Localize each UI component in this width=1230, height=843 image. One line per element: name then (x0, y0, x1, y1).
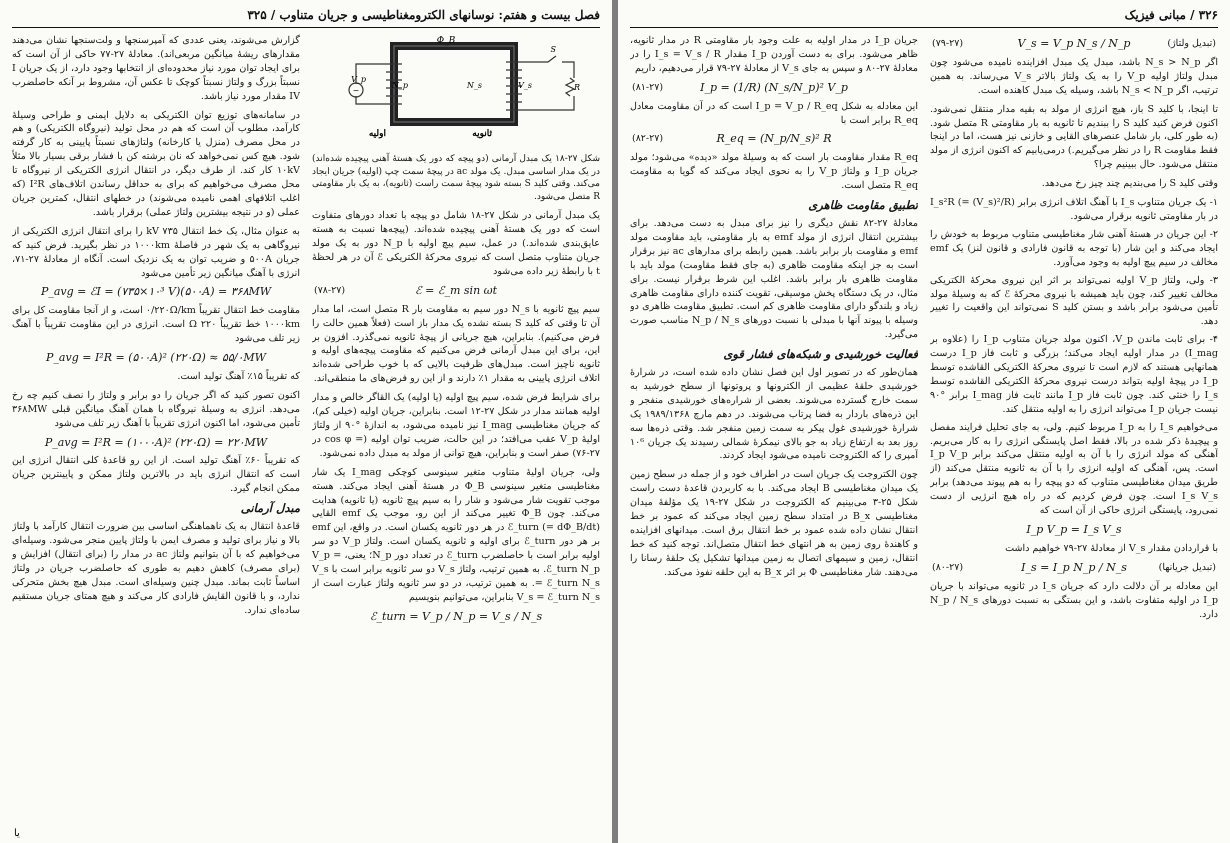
equation-turn (312, 610, 600, 624)
figure-label-s: S (550, 45, 556, 54)
equation-text: I_s = I_p N_p / N_s (1021, 560, 1127, 574)
section-heading: مبدل آرمانی (240, 501, 300, 516)
list-item: ۱- یک جریان متناوب I_s با آهنگ اتلاف انرژی برابر I_s²R (= (V_s)²/R) در بار مقاومتی ثانویه برقرار می‌شود. (930, 197, 1218, 222)
page-header (630, 6, 1218, 28)
equation-text: P_avg = I²R = (۱۰۰۰A)² (۲۲۰Ω) = ۲۲۰MW (44, 435, 268, 449)
paragraph: اکنون تصور کنید که اگر جریان را دو برابر و ولتاژ را نصف کنیم چه رخ می‌دهد. انرژی به وسیلهٔ نیروگاه با همان آهنگ میانگین قبلی ۳۶۸MW تأمین می‌شود، اما اکنون انرژی تقریباً با آهنگ زیر تلف می‌شود (12, 389, 300, 429)
equation-number: (۷۹-۲۷) (932, 38, 964, 49)
equation-number: (۸۱-۲۷) (632, 81, 664, 93)
section-heading: فعالیت خورشیدی و شبکه‌های فشار قوی (723, 347, 918, 362)
paragraph: این معادله به شکل I_p = V_p / R_eq است که در آن مقاومت معادل R_eq برابر است با (630, 100, 918, 126)
paragraph: جریان I_p در مدار اولیه به علت وجود بار مقاومتی R در مدار ثانویه، ظاهر می‌شود. برای به دست آوردن I_p مقدار I_s = V_s / R را در معادلهٔ ۲۷-۸۰ و سپس به جای V_s از معادلهٔ ۲۷-۷۹ قرار می‌دهیم، داریم (630, 35, 918, 74)
equation-text: P_avg = I²R = (۵۰۰A)² (۲۲۰Ω) ≈ ۵۵/۰MW (46, 351, 266, 365)
paragraph: می‌خواهیم I_s را به I_p مربوط کنیم. ولی، به جای تحلیل فرایند مفصل و پیچیدهٔ ذکر شده در بالا، فقط اصل پایستگی انرژی را به کار می‌بریم. آهنگی که مولد انرژی را با آن به اولیه منتقل می‌کند برابر I_p V_p است. پس، آهنگی که اولیه انرژی را با آن به ثانویه منتقل می‌کند (از طریق میدان مغناطیسی متناوب که دو پیچه را به هم پیوند می‌دهد) برابر I_s V_s است. چون فرض کردیم که در راه هیچ انرژیی از دست نمی‌رود، پایستگی انرژی حاکی از آن است که (930, 421, 1218, 517)
figure-label-np: N_p (391, 81, 408, 90)
equation-power (930, 523, 1218, 537)
list-item: ۴- برای ثابت ماندن V_p، اکنون مولد جریان متناوب I_p را (علاوه بر I_mag) در مدار اولیه ایجاد می‌کند؛ بزرگی و ثابت فاز I_p درست همانهایی هستند که لازم است تا نیروی محرکهٔ الکتریکی القاشده توسط I_p در پیچهٔ اولیه بتواند درست نیروی محرکهٔ الکتریکی القاشده توسط I_s را خنثی کند. چون ثابت فاز I_p مانند ثابت فاز I_mag برابر °۹۰ نیست جریان I_p می‌تواند انرژی را به اولیه منتقل کند. (930, 334, 1218, 415)
equation-text: I_p = (1/R) (N_s/N_p)² V_p (700, 80, 848, 94)
equation-79 (930, 37, 1218, 51)
paragraph: با قراردادن مقدار V_s از معادلهٔ ۲۷-۷۹ خواهیم داشت (1005, 542, 1218, 554)
page-header (12, 6, 600, 28)
paragraph: برای شرایط فرض شده، سیم پیچ اولیه (یا اولیه) یک القاگر خالص و مدار اولیه همانند مدار در شکل ۲۷-۱۲ است. بنابراین، جریان اولیه (خیلی کم)، که جریان مغناطیسی I_mag نیز نامیده می‌شود، به اندازهٔ °۹۰ از ولتاژ اولیهٔ V_p عقب می‌افتد؛ در این حالت، ضریب توان اولیه (= cos φ در ۲۷-۷۶) صفر است و بنابراین، هیچ توانی از مولد به مبدل داده نمی‌شود. (312, 392, 600, 459)
equation-tag: (تبدیل جریانها) (1158, 561, 1216, 573)
equation-text: V_s = V_p N_s / N_p (1017, 37, 1131, 50)
column-right (930, 34, 1218, 839)
paragraph: اگر N_s > N_p باشد، مبدل یک مبدل افزاینده نامیده می‌شود چون مبدل ولتاژ اولیه V_p را به یک ولتاژ بالاتر V_s می‌رساند. به همین ترتیب، اگر N_s < N_p باشد، وسیله یک مبدل کاهنده است. (930, 56, 1218, 96)
column-right (312, 34, 600, 839)
equation-text: P_avg = ℰI = (۷۳۵×۱۰³ V)(۵۰۰A) = ۳۶۸MW (40, 285, 272, 299)
figure-label-ns: N_s (466, 81, 482, 90)
column-left (630, 34, 918, 839)
paragraph: تا اینجا، با کلید S باز، هیچ انرژی از مولد به بقیه مدار منتقل نمی‌شود. اکنون فرض کنید کلید S را ببندیم تا ثانویه به بار مقاومتی R متصل شود. (به طور کلی، بار شامل عنصرهای القایی و خازنی نیز هست، اما در اینجا فقط مقاومت R را در نظر می‌گیریم.) درمی‌یابیم که اکنون انرژی از مولد منتقل می‌شود. حال ببینیم چرا؟ (930, 103, 1218, 171)
equation-78 (312, 284, 600, 298)
equation-text: I_p V_p = I_s V_s (1026, 523, 1122, 536)
figure-label-vp: V_p (351, 75, 366, 84)
footer-mark: یا (14, 828, 20, 839)
equation-82 (630, 132, 918, 146)
page-326 (618, 0, 1230, 843)
header-title: فصل بیست و هفتم: نوسانهای الکترومغناطیسی و جریان متناوب / ۳۲۵ (247, 8, 600, 22)
list-item: ۳- ولی، ولتاژ V_p اولیه نمی‌تواند بر اثر این نیروی محرکهٔ الکتریکی مخالف تغییر کند، چون باید همیشه با نیروی محرکهٔ ℰ که به وسیلهٔ مولد تأمین می‌شود برابر باشد و بستن کلید S نمی‌تواند این واقعیت را تغییر دهد. (930, 274, 1218, 328)
equation-text: R_eq = (N_p/N_s)² R (716, 132, 832, 146)
equation-number: (۸۰-۲۷) (932, 561, 964, 573)
paragraph: گزارش می‌شوند، یعنی عددی که آمپرسنجها و ولت‌سنجها نشان می‌دهند مقدارهای ریشهٔ میانگین مربعی‌اند). معادلهٔ ۲۷-۷۷ حاکی از آن است که برای ایجاد توان مورد نیاز محدوده‌ای از انتخابها وجود دارد، از یک جریان I نسبتاً بزرگ و ولتاژ نسبتاً کوچک تا عکس آن، مشروط بر آنکه حاصلضرب IV مقدار مورد نیاز باشد. (12, 35, 300, 102)
paragraph: همان‌طور که در تصویر اول این فصل نشان داده شده است، در شرارهٔ خورشیدی حلقهٔ عظیمی از الکترونها و پروتونها از سطح خورشید به سمت خارج گسترده می‌شوند. بعضی از شراره‌های خورشیدی منفجر و این ذره‌های باردار به فضا پرتاب می‌شوند. در دهم مارچ ۱۹۸۹/۱۳۶۸ یک شرارهٔ خورشیدی غول پیکر به سمت زمین منفجر شد. وقتی ذره‌ها سه روز بعد به ارتفاع زیاد به جو بالای نیمکرهٔ شمالی رسیدند یک جریان ۱۰⁶ آمپری را که الکتروجت نامیده می‌شود ایجاد کردند. (630, 367, 918, 462)
equation-text: ℰ_turn = V_p / N_p = V_s / N_s (369, 609, 543, 623)
equation-loss-1 (12, 351, 300, 365)
figure-label-phi: Φ_B (436, 36, 456, 46)
svg-text:~: ~ (352, 86, 360, 95)
paragraph: چون الکتروجت یک جریان است در اطراف خود و از جمله در سطح زمین یک میدان مغناطیسی B ایجاد می‌کند. با به کاربردن قاعدهٔ دست راست شکل ۲۵-۳ می‌بینیم که الکتروجت در شکل ۲۷-۱۹ یک مؤلفهٔ میدان مغناطیسی B_x در امتداد سطح زمین ایجاد می‌کند که عمود بر خط انتقال نشان داده شده عمود بر خط انتقال برق است. میدانهای افزاینده و کاهندهٔ روی زمین به هر انتهای خط انتقال متصل‌اند. توجه کنید که خط انتقال، زمین و سیمهای اتصال به زمین میدانها تشکیل یک حلقهٔ رسانا را می‌دهند. شار مغناطیسی Φ بر اثر B_x به این حلقه نفوذ می‌کند. (630, 469, 918, 578)
paragraph: این معادله بر آن دلالت دارد که جریان I_s در ثانویه می‌تواند با جریان I_p در اولیه متفاوت باشد، و این بستگی به نسبت دورهای N_p / N_s دارد. (930, 580, 1218, 620)
paragraph: معادلهٔ ۲۷-۸۲ نقش دیگری را نیز برای مبدل به دست می‌دهد. برای بیشترین انتقال انرژی از مولد emf به بار مقاومتی، باید مقاومت مولد emf و مقاومت بار برابر باشد. همین رابطه برای مدارهای ac نیز برقرار است به جز اینکه مقاومت ظاهری (به جای فقط مقاومت) مولد باید با مقاومت ظاهری بار برابر باشد. اغلب این شرط برقرار نیست. برای مثال، در یک دستگاه پخش موسیقی، تقویت کننده دارای مقاومت ظاهری زیاد و بلندگو دارای مقاومت ظاهری کم است. تطبیق مقاومت ظاهری دو وسیله با پیوند آنها با مبدلی با نسبت دورهای N_p / N_s مناسب صورت می‌گیرد. (630, 217, 918, 341)
equation-pavg (12, 285, 300, 299)
equation-text: ℰ = ℰ_m sin ωt (414, 283, 498, 297)
paragraph: یک مبدل آرمانی در شکل ۲۷-۱۸ شامل دو پیچه با تعداد دورهای متفاوت است که دور یک هستهٔ آهنی پیچیده شده‌اند. (پیچه‌ها نسبت به هسته عایق‌بندی شده‌اند.) در عمل، سیم پیچ اولیه با N_p دور به یک مولد جریان متناوب متصل است که نیروی محرکهٔ الکتریکی ℰ آن در هر لحظهٔ t با رابطهٔ زیر داده می‌شود (312, 210, 600, 277)
paragraph: قاعدهٔ انتقال به یک ناهماهنگی اساسی بین ضرورت انتقال کارآمد با ولتاژ بالا و نیاز برای تولید و مصرف ایمن با ولتاژ پایین منجر می‌شود. وسیله‌ای می‌خواهیم که با آن بتوانیم ولتاژ ac در مدار را (برای انتقال) افزایش و (برای مصرف) کاهش دهیم به طوری که حاصلضرب جریان در ولتاژ اساساً ثابت بماند. مبدل چنین وسیله‌ای است. مبدل هیچ بخش متحرکی ندارد، و با قانون القایش فارادی کار می‌کند و هیچ همتای جریان مستقیم ساده‌ای ندارد. (12, 521, 300, 616)
paragraph: در سامانه‌های توزیع توان الکتریکی به دلایل ایمنی و طراحی وسیلهٔ کارآمد، مطلوب آن است که هم در محل تولید (نیروگاه الکتریکی) و هم در محل مصرف (منزل یا کارخانه) ولتاژهای نسبتاً پایینی به کار گرفته شود. هیچ کس نمی‌خواهد که نان برشته کن با فشار برقی بسیار بالا مثلاً ۱۰kV کار کند. از طرف دیگر، در انتقال انرژی الکتریکی از نیروگاه تا محل مصرف می‌خواهیم که برای به حداقل رساندن اتلاف‌های I²R (که اغلب اتلافهای اهمی نامیده می‌شوند) در خطهای انتقال، کمترین جریان عملی (و در نتیجه بیشترین ولتاژ عملی) برقرار باشد. (12, 109, 300, 218)
equation-number: (۸۲-۲۷) (632, 133, 664, 145)
figure-label-secondary: ثانویه (472, 129, 492, 139)
paragraph: سیم پیچ ثانویه با N_s دور سیم به مقاومت بار R متصل است، اما مدار آن تا وقتی که کلید S بسته نشده یک مدار باز است (فعلاً همین حالت را فرض می‌کنیم). بنابراین، هیچ جریانی از پیچهٔ ثانویه نمی‌گذرد. افزون بر این، برای این مبدل آرمانی فرض می‌کنیم که مقاومت پیچه‌های اولیه و ثانویه ناچیز است. مبدل‌های ظرفیت بالایی که با خوب طراحی شده‌اند اتلاف انرژی پایینی به مقدار ۱٪ دارند و از این رو فرض‌های ما منطقی‌اند. (312, 303, 600, 385)
page-325 (0, 0, 612, 843)
transformer-figure (312, 34, 600, 144)
paragraph: ولی، جریان اولیهٔ متناوب متغیر سینوسی کوچکی I_mag یک شار مغناطیسی متغیر سینوسی Φ_B در هستهٔ آهنی ایجاد می‌کند. هسته موجب تقویت شار می‌شود و شار را به سیم پیچ ثانویه (یا ثانویه) هدایت می‌کند. چون Φ_B تغییر می‌کند از این رو، موجب یک emf القایی ℰ_turn (= dΦ_B/dt) در هر دور ثانویه یکسان است. در واقع، این emf بر هر دور ℰ_turn برای اولیه و ثانویه یکسان است. ولتاژ V_p دو سر اولیه برابر است با حاصلضرب ℰ_turn در تعداد دور N_p؛ یعنی، V_p = ℰ_turn N_p. به همین ترتیب، ولتاژ V_s دو سر ثانویه برابر است با V_s = ℰ_turn N_s. به همین ترتیب، در دو سر ثانویه ولتاژ عبارت است از V_s = ℰ_turn N_s بنابراین، می‌توانیم بنویسیم (312, 466, 600, 603)
figure-label-vs: V_s (518, 81, 532, 90)
header-title: ۳۲۶ / مبانی فیزیک (1124, 8, 1218, 22)
equation-tag: (تبدیل ولتاژ) (1167, 38, 1216, 49)
list-item: ۲- این جریان در هستهٔ آهنی شار مغناطیسی متناوب مربوط به خودش را ایجاد می‌کند و این شار (با توجه به قانون فارادی و قانون لنز) یک emf مخالف در سیم پیچ اولیه به وجود می‌آورد. (930, 228, 1218, 268)
figure-label-r: R (573, 83, 580, 92)
equation-loss-2 (12, 436, 300, 450)
paragraph: R_eq مقدار مقاومت بار است که به وسیلهٔ مولد «دیده» می‌شود؛ مولد جریان I_p و ولتاژ V_p را به نحوی ایجاد می‌کند که گویا به مقاومت R_eq متصل است. (630, 152, 918, 192)
paragraph: که تقریباً ۱۵٪ آهنگ تولید است. (177, 370, 300, 382)
paragraph: مقاومت خط انتقال تقریباً ۰/۲۲۰Ω/km است، و از آنجا مقاومت کل برای ۱۰۰۰km خط تقریباً ۲۲۰ Ω است. انرژی در این مقاومت تقریباً با آهنگ زیر تلف می‌شود (12, 305, 300, 345)
section-heading: تطبیق مقاومت ظاهری (808, 198, 918, 213)
figure-caption: شکل ۲۷-۱۸ یک مبدل آرمانی (دو پیچه که دور یک هستهٔ آهنی پیچیده شده‌اند) در یک مدار اساسی مبدل. یک مولد ac در پیچهٔ سمت چپ (اولیه) جریان ایجاد می‌کند. وقتی کلید S بسته شود پیچهٔ سمت راست (ثانویه)، به یک بار مقاومتی R متصل می‌شود. (312, 153, 600, 202)
figure-label-primary: اولیه (368, 129, 386, 139)
paragraph: که تقریباً ۶۰٪ آهنگ تولید است. از این رو قاعدهٔ کلی انتقال انرژی این است که انتقال انرژی باید در بالاترین ولتاژ ممکن و پایینترین جریان ممکن انجام گیرد. (12, 455, 300, 495)
column-left (12, 34, 300, 839)
equation-number: (۷۸-۲۷) (314, 284, 346, 296)
equation-81 (630, 81, 918, 95)
paragraph: وقتی کلید S را می‌بندیم چند چیز رخ می‌دهد. (1041, 178, 1218, 190)
paragraph: به عنوان مثال، یک خط انتقال ۷۳۵ kV را برای انتقال انرژی الکتریکی از نیروگاهی به یک شهر در فاصلهٔ ۱۰۰۰km در نظر بگیرید. فرض کنید که جریان ۵۰۰A و ضریب توان به یک نزدیک است. آنگاه از معادلهٔ ۲۷-۷۱، انرژی با آهنگ میانگین زیر تأمین می‌شود (12, 225, 300, 279)
equation-80 (930, 561, 1218, 575)
